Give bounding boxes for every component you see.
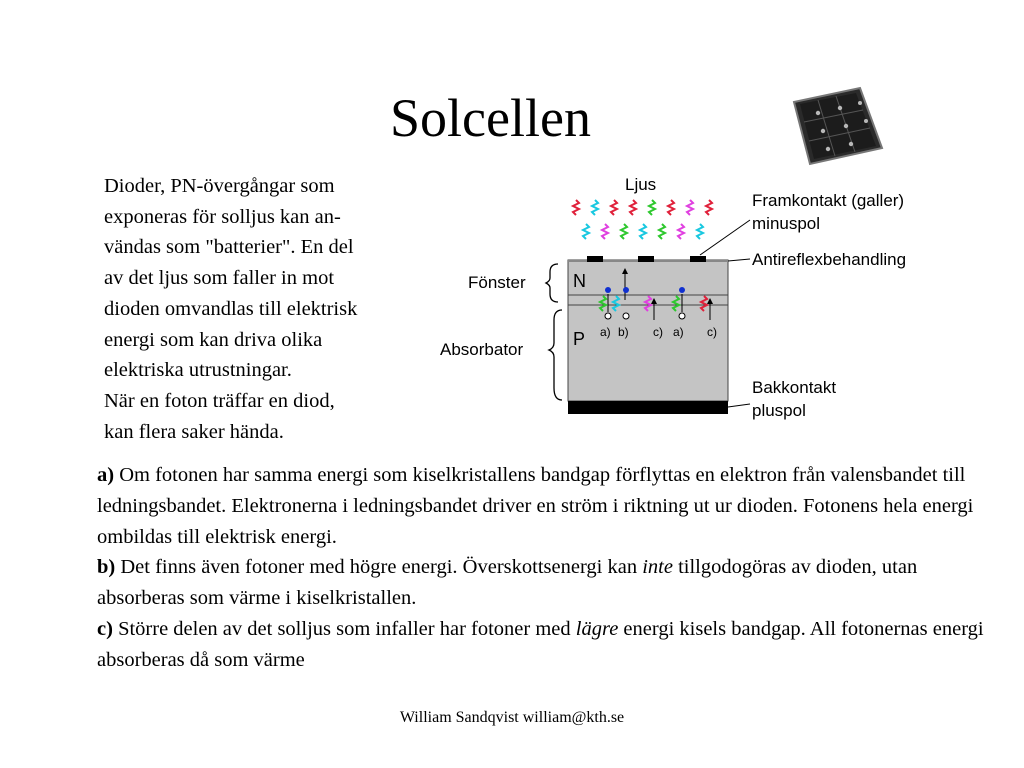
solar-cell-diagram [432,160,962,430]
solar-panel-icon [790,86,886,168]
photon-icon [649,200,655,215]
case-c-marker: c) [97,617,113,640]
case-a-label: a) [673,325,684,339]
absorber-label: Absorbator [440,340,524,359]
case-c-label: c) [707,325,717,339]
footer-author: William Sandqvist william@kth.se [399,709,625,726]
back-contact [568,401,728,414]
photon-icon [687,200,693,215]
photon-icon [621,224,627,239]
photon-icon [573,200,579,215]
back-contact-pointer [728,404,750,407]
case-c-paragraph [97,614,997,676]
front-contact [638,256,654,262]
intro-text: Dioder, PN-övergångar som exponeras för solljus kan an- vändas som "batterier". En del av det ljus som faller in mot dioden omvandlas till elektrisk energi som kan driva olika elektriska utrustningar. När en foton träffar en diod, kan flera saker hända. [104,175,358,443]
antireflex-pointer [728,259,750,261]
case-c-text-end: energi kisels bandgap. All fotonernas energi absorberas då som värme [97,617,984,671]
case-b-emphasis: inte [642,556,673,579]
case-c-label: c) [653,325,663,339]
photon-icon [640,224,646,239]
case-b-paragraph [97,552,997,614]
case-a-text: Om fotonen har samma energi som kiselkristallens bandgap förflyttas en elektron från valensbandet till ledningsbandet. Elektronerna i ledningsbandet driver en ström i riktning ut ur dioden. Fotonens hela energi ombildas till elektrisk energi. [97,464,974,548]
back-contact-label: Bakkontakt [752,378,837,397]
case-a-label: a) [600,325,611,339]
light-label: Ljus [625,175,657,194]
photon-icon [630,200,636,215]
photon-icon [583,224,589,239]
photon-icon [678,224,684,239]
front-contact [690,256,706,262]
case-a-paragraph [97,460,997,552]
photon-icon [697,224,703,239]
case-b-label: b) [618,325,629,339]
front-contact-sublabel: minuspol [752,214,821,233]
photon-icon [668,200,674,215]
case-b-text: Det finns även fotoner med högre energi. Överskottsenergi kan [120,556,638,579]
case-b-text-end: tillgodogöras av dioden, utan absorberas som värme i kiselkristallen. [97,556,918,610]
front-contact [587,256,603,262]
window-brace [546,264,558,302]
case-a-marker: a) [97,464,115,486]
explanation-text [97,460,997,676]
case-c-text: Större delen av det solljus som infaller har fotoner med [118,617,571,640]
photon-icon [706,200,712,215]
window-label: Fönster [468,273,526,292]
absorber-brace [549,310,562,400]
photon-icon [602,224,608,239]
n-region-label: N [573,271,586,291]
front-contact-pointer [700,220,750,255]
case-c-emphasis: lägre [575,617,619,640]
back-contact-sublabel: pluspol [752,401,806,420]
photon-icon [611,200,617,215]
incoming-photons [573,200,712,239]
case-b-marker: b) [97,556,116,579]
photon-icon [592,200,598,215]
front-contact-label: Framkontakt (galler) [752,191,905,210]
cell-body [568,260,728,401]
p-region-label: P [573,329,586,349]
photon-icon [659,224,665,239]
slide-title: Solcellen [390,88,591,148]
antireflex-label: Antireflexbehandling [752,250,907,269]
